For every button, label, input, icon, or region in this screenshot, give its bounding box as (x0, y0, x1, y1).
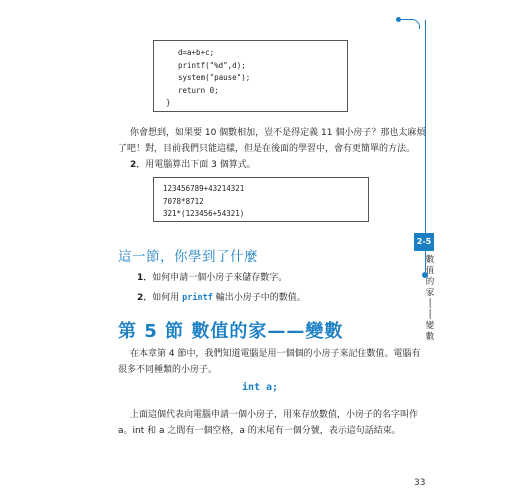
code-line: 123456789+43214321 (163, 184, 245, 193)
side-title (424, 255, 436, 343)
item-number: 2． (137, 293, 153, 303)
section-tab: 2-5 (414, 233, 434, 251)
paragraph-1 (118, 125, 426, 157)
learned-item-1 (137, 270, 287, 286)
item-text: 輸出小房子中的數值。 (212, 293, 306, 303)
chapter-heading: 第 5 節 數值的家——變數 (118, 321, 344, 342)
side-char: 的 (425, 277, 435, 287)
item-text: 如何申請一個小房子來儲存數字。 (152, 273, 288, 283)
section-heading: 這一節，你學到了什麼 (118, 249, 258, 265)
exercise-item-2 (130, 157, 256, 173)
text-line: 很多不同種類的小房子。 (118, 365, 218, 375)
side-char: │ (427, 310, 433, 320)
decor-curve (398, 19, 420, 29)
code-line: printf("%d",d); (178, 60, 246, 70)
code-block-2 (153, 177, 369, 222)
code-line: 321*(123456+54321) (163, 209, 245, 218)
inline-code: printf (182, 293, 213, 303)
code-line: 7078*8712 (163, 196, 204, 206)
code-example: int a; (241, 382, 279, 393)
side-char: 家 (425, 288, 435, 298)
side-char: │ (427, 299, 433, 309)
code-line: system("pause"); (178, 73, 251, 82)
text-line: 上面這個代表向電腦申請一個小房子，用來存放數值，小房子的名字叫作 (130, 410, 419, 420)
item-number: 1． (137, 273, 153, 283)
text-line: 在本章第 4 節中，我們知道電腦是用一個個的小房子來記住數值。電腦有 (130, 349, 421, 359)
item-number: 2． (130, 160, 146, 170)
item-text: 如何用 (152, 293, 183, 303)
code-line: d=a+b+c; (178, 48, 215, 57)
code-line: return 0; (178, 85, 219, 95)
side-char: 值 (425, 266, 435, 276)
code-line: } (166, 98, 171, 107)
side-char: 數 (425, 332, 435, 342)
text-line: 了吧！對，目前我們只能這樣，但是在後面的學習中，會有更簡單的方法。 (118, 144, 416, 154)
code-block-1 (153, 40, 348, 112)
side-char: 變 (425, 321, 435, 331)
learned-item-2 (137, 290, 306, 306)
paragraph-2 (118, 346, 421, 378)
side-char: 數 (425, 255, 435, 265)
page-number: 33 (414, 478, 426, 488)
paragraph-3 (118, 407, 419, 439)
text-line: 你會想到，如果要 10 個數相加，豈不是得定義 11 個小房子？那也太麻煩 (130, 128, 426, 138)
item-text: 用電腦算出下面 3 個算式。 (145, 160, 256, 170)
text-line: a。int 和 a 之間有一個空格，a 的末尾有一個分號，表示這句話結束。 (118, 426, 401, 436)
